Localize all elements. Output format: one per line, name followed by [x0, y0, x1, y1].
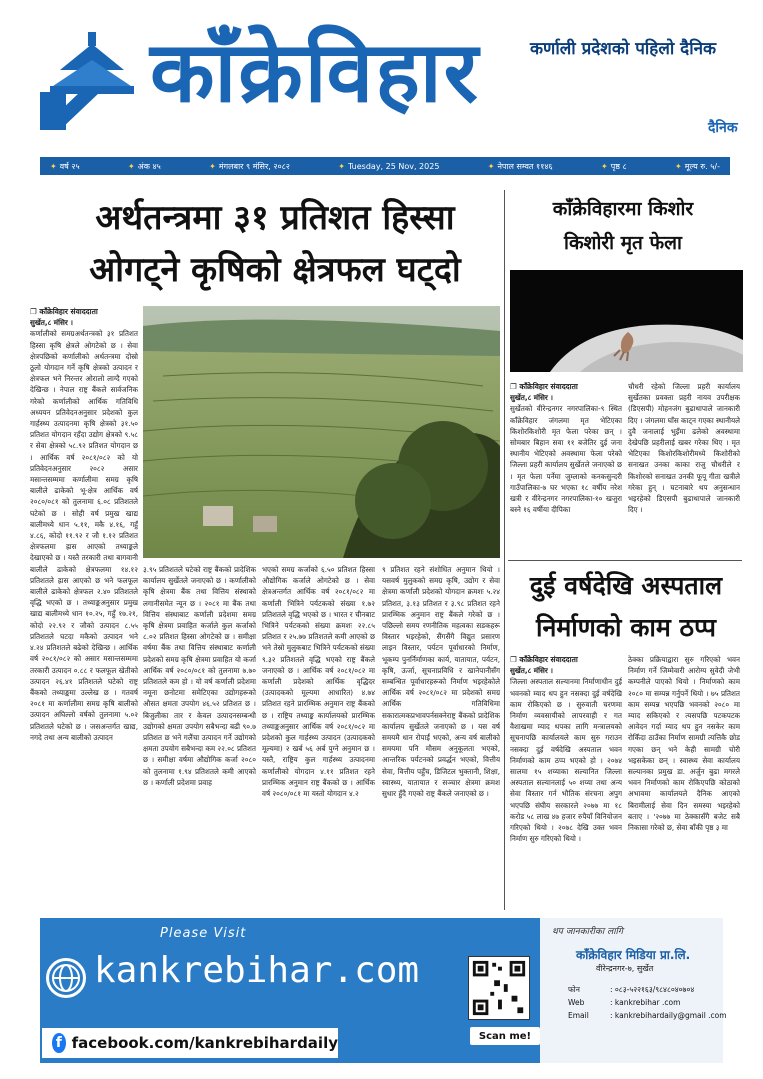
web-value[interactable]: : kankrebihar .com	[610, 998, 681, 1007]
company-address: वीरेन्द्रनगर-७, सुर्खेत	[596, 964, 654, 973]
english-date: ✦ Tuesday, 25 Nov, 2025	[338, 161, 440, 171]
facebook-icon: f	[52, 1033, 66, 1053]
paddy-field-photo	[143, 306, 500, 558]
phone-value[interactable]: : ०८३-५२२१६३/९८४८०४०७०४	[610, 985, 695, 994]
scan-me-label: Scan me!	[470, 1027, 540, 1045]
lead-headline-line-1: अर्थतन्त्रमा ३१ प्रतिशत हिस्सा	[95, 198, 455, 238]
globe-icon	[46, 958, 86, 998]
lead-column-1	[30, 306, 138, 906]
hospital-headline-line-2: निर्माणको काम ठप्प	[536, 613, 716, 642]
lead-text-col-1: कर्णालीको समग्रअर्थतन्त्रको ३१ प्रतिशत हिस्सा कृषि क्षेत्रले ओगटेको छ । सेवा क्षेत्रपछिको कर्णालीको अर्थतन्त्रमा दोस्रो ठूलो योगदान गर्ने कृषि क्षेत्रको उत्पादन र क्षेत्रफल भने निरन्तर ओरालो लाग्दै गएको देखिन्छ । नेपाल राष्ट्र बैंकले सार्वजनिक गरेको कर्णालीको आर्थिक गतिविधि अध्ययन प्रतिवेदनअनुसार प्रदेशको कुल गार्हस्थ्य उत्पादनमा कृषि क्षेत्रको ३१.५० प्रतिशत योगदान रहँदा उद्योग क्षेत्रको ९.५८ र सेवा क्षेत्रको ५८.९२ प्रतिशत योगदान छ । आर्थिक वर्ष २०८१/०८२ को यो प्रतिवेदनअनुसार २०८२ असार मसान्तसम्ममा कर्णालीमा समग्र कृषि बालीले ढाकेको भू-क्षेत्र आर्थिक वर्ष २०८०/०८१ को तुलनामा ६.०८ प्रतिशतले घटेको छ । सोही वर्ष प्रमुख खाद्य बालीमध्ये धान ५.११, मकै ४.१६, गहुँ ४.८६, कोदो ११.९२ र जौ १.१२ प्रतिशत क्षेत्रफलमा ह्रास आएको तथ्याङ्कले देखाएको छ । यस्तै तरकारी तथा बागवानी बालीले ढाकेको क्षेत्रफलमा १४.१२ प्रतिशतले ह्रास आएको छ भने फलफूल बालीले ढाकेको क्षेत्रफल २.४० प्रतिशतले वृद्धि भएको छ । तथ्याङ्कअनुसार प्रमुख खाद्य बालीमध्ये धान १०.२५, गहुँ १७.२१, कोदो २२.९२ र जौको उत्पादन ८.५५ प्रतिशतले घटदा मकैको उत्पादन भने ४.२४ प्रतिशतले बढेको देखिन्छ । आर्थिक वर्ष २०८१/०८२ को असार मसान्तसम्ममा तरकारी उत्पादन ०.८८ र फलफूल खेतीको उत्पादन २६.४१ प्रतिशतले घटेको राष्ट्र बैंकको तथ्याङ्कमा उल्लेख छ । गतवर्ष २०८१ मा कर्णालीमा समग्र कृषि बालीको उत्पादन अघिल्लो वर्षको तुलनामा ५.०२ प्रतिशतले घटेको छ । जसअन्तर्गत खाद्य, नगदे तथा अन्य बालीको उत्पादन	[30, 329, 138, 742]
right-top-dateline: सुर्खेत,८ मंसिर ।	[510, 393, 553, 403]
lead-dateline: सुर्खेत,८ मंसिर ।	[30, 318, 73, 328]
lead-text-col-4: ९ प्रतिशत रहने संशोधित अनुमान थियो । यसवर्ष मुलुकको समग्र कृषि, उद्योग र सेवा क्षेत्रमा कर्णाली प्रदेशको योगदान क्रमशः ५.२४ प्रतिशत, ३.१३ प्रतिशत र ३.९८ प्रतिशत रहने प्रारम्भिक अनुमान राष्ट्र बैंकले गरेको छ । पछिल्लो समय रणनीतिक महत्वका सडकहरू विस्तार भइरहेको, सैंगसैंगै विद्युत प्रसारण लाइन विस्तार, पर्यटन पूर्वाधारको निर्माण, भूकम्प पुनर्निर्माणका कार्य, यातायात, पर्यटन, कृषि, ऊर्जा, सूचनाप्रविधि र खानेपानीसँग सम्बन्धित पूर्वाधारहरूको निर्माण भइरहेकोले आर्थिक वर्ष २०८१/०८२ मा प्रदेशको समग्र आर्थिक गतिविधिमा सकारात्मकप्रभावपर्नसक्नेराष्ट्र बैंकको प्रादेशिक कार्यालय सुर्खेतले जनाएको छ । यस वर्ष समयमै धान रोपाईं भएको, अन्य वर्ष बालीको समयमा पनि मौसम अनुकूलता भएको, आन्तरिक पर्यटनको प्रवर्द्धन भएको, वित्तीय सेवा, वित्तीय पहुँच, डिजिटल भुक्तानी, शिक्षा, स्वास्थ्य, यातायात र सञ्चार क्षेत्रमा क्रमश सुधार हुँदै गएको राष्ट्र बैंकले जनाएको छ ।	[382, 565, 500, 799]
kishor-kishori-headline[interactable]	[508, 192, 738, 260]
lead-column-2	[143, 564, 256, 909]
page-count: ✦ पृष्ठ ८	[601, 161, 627, 171]
right-top-text-col-1: सुर्खेतको वीरेन्द्रनगर नगरपालिका-९ स्थित कांँक्रेविहार जंगलमा मृत भेटिएका किशोरकिशोरी मृत फेला परेका छन् । सोमबार बिहान सवा ११ बजेतिर दुई जना स्थानीय भेटिएको अवस्थामा फेला परेको जिल्ला प्रहरी कार्यालय सुर्खेतले जनाएको छ । मृत फेला पर्नेमा जुम्लाको कनकसुन्दरी गाउँपालिका-७ घर भएका १८ वर्षीय नरेश खत्री र वीरेन्द्रनगर नगरपालिका-१० खजुरा बस्ने १६ वर्षीया दीपिका	[510, 404, 622, 515]
story-divider	[508, 560, 742, 561]
right-bottom-text-col-1: जिल्ला अस्पताल सल्यानमा निर्माणाधीन दुई भवनको म्याद थप हुन नसक्दा दुई वर्षदेखि काम रोकिएको छ । सुरुवाती चरणमा निर्माण व्यवसायीको लापरवाही र गत वैशाखमा म्याद थपका लागि मन्त्रालयको सूचनापछि कार्यालयले काम सुरु गराउन नसक्दा दुई वर्षदेखि अस्पताल भवन निर्माणको काम ठप्प भएको हो । २०७४ सालमा १५ शय्याका सल्यानित जिल्ला अस्पताल सल्यानलाई ५० शय्या तथा अन्य सेवा विस्तार गर्न भौतिक संरचना अपुग भएपछि संघीय सरकारले २०७७ मा १८ करोड ५८ लाख ४७ हजार रुपैयाँ विनियोजन गरिएको थियो । २०७८ देखि उक्त भवन निर्माण सुरु गरिएको थियो ।	[510, 677, 622, 844]
tagline: कर्णाली प्रदेशको पहिलो दैनिक	[530, 39, 717, 59]
facebook-url[interactable]: facebook.com/kankrebihardaily	[71, 1034, 338, 1052]
right-bottom-column-2	[628, 654, 740, 910]
lead-text-col-2: ३.९५ प्रतिशतले घटेको राष्ट्र बैंकको प्रादेशिक कार्यालय सुर्खेतले जनाएको छ । कर्णालीको कृषि क्षेत्रमा बैंक तथा वित्तिय संस्थाको लगानीसमेत न्यून छ । २०८१ मा बैंक तथा वित्तिय संस्थाबाट कर्णाली प्रदेशमा समग्र कृषि क्षेत्रमा प्रवाहित कर्जाले कुल कर्जाको ८.०२ प्रतिशत हिस्सा ओगटेको छ । समीक्षा वर्षमा बैंक तथा वित्तिय संस्थाबाट कर्णाली प्रदेशको समग्र कृषि क्षेत्रमा प्रवाहित यो कर्जा आर्थिक वर्ष २०८०/०८१ को तुलनामा ७.७० प्रतिशतले कम हो । यो वर्ष कर्णाली प्रदेशमा नमूना छनोटमा समेटिएका उद्योगहरूको औसत क्षमता उपयोग ४६.५२ प्रतिशत छ । बिजुलीका तार र केवल उत्पादनसम्बन्धी उद्योगको क्षमता उपयोग सबैभन्दा बढी ९०.७ प्रतिशत छ भने गलैंचा उत्पादन गर्ने उद्योगको क्षमता उपयोग सबैभन्दा कम २२.०८ प्रतिशत छ । समीक्षा वर्षमा औद्योगिक कर्जा २०८० को तुलनामा १.९४ प्रतिशतले कमी आएको छ । कर्णाली प्रदेशमा प्रवाह	[143, 565, 256, 787]
right-headline-line-1: कांँक्रेविहारमा किशोर	[552, 198, 694, 220]
lead-byline: ❐ कांँक्रेविहार संवाददाता	[30, 307, 98, 316]
email-label: Email	[568, 1011, 589, 1020]
star-icon: ✦	[50, 161, 57, 171]
phone-row	[568, 985, 694, 995]
qr-code-icon[interactable]	[468, 956, 530, 1020]
facebook-link[interactable]	[40, 1026, 340, 1060]
issue-number: ✦ अंक ४५	[127, 161, 161, 171]
phone-label: फोन	[568, 985, 580, 994]
nepali-date: ✦ मंगलबार ९ मंसिर, २०८२	[209, 161, 290, 171]
right-top-text-col-2: चौधरी रहेको जिल्ला प्रहरी कार्यालय सुर्खेतका प्रवक्ता प्रहरी नायव उपरीक्षक (डिएसपी) मोहनजंग बुढाथापाले जानकारी दिए । जंगलमा घाँस काट्न गएका स्थानीयले दुवै जनालाई भुइँमा ढलेको अवस्थामा देखेपछि प्रहरीलाई खबर गरेका थिए । मृत भेटिएका किशोरकिशोरीमध्ये किशोरीको सनाखत उनका काका राजु चौधरीले र किशोरको सनाखत उनकी फूपू गीता खत्रीले गरेका हुन् । घटनाबारे थप अनुसन्धान भइरहेको डिएसपी बुढाथापाले जानकारी दिए ।	[628, 382, 740, 515]
right-bottom-text-col-2: ठेक्का प्रक्रियाद्वारा सुरु गरिएको भवन निर्माण गर्ने जिम्मेवारी आरोग्य सुवेदी जेभी कम्पनीले पाएको थियो । निर्माणको काम २०८० मा सम्पन्न गर्नुपर्ने थियो । ७५ प्रतिशत काम सम्पन्न भएपछि भवनको २०८० मा म्याद सकिएको र त्यसपछि पटकपटक आवेदन गर्दा म्याद थप हुन नसकेर काम रोकिँदा ठाउँका निर्माण सामग्री त्यत्तिकै छोड गएका छन् भने केही सामग्री चोरी भइसकेका छन् । स्वास्थ्य सेवा कार्यालय सल्यानका प्रमुख डा. अर्जुन बुढा मगरले भवन निर्माणको काम रोकिएपछि कोठाको अभावमा कार्यालयले दैनिक आएको बिरामीलाई सेवा दिन समस्या भइरहेको बताए । '२०७७ मा ठेक्कासँगै बजेट सबै निकासा गरेको छ, सेवा बाँकी पृष्ठ ३ मा	[628, 655, 740, 833]
company-name: कांँक्रेविहार मिडिया प्रा.लि.	[576, 948, 691, 962]
hospital-headline-line-1: दुई वर्षदेखि अस्पताल	[529, 571, 723, 600]
temple-logo-icon	[40, 30, 160, 135]
web-label: Web	[568, 998, 585, 1007]
daily-label: दैनिक	[708, 120, 738, 136]
right-bottom-dateline: सुर्खेत,८ मंसिर ।	[510, 666, 553, 676]
star-icon: ✦	[601, 161, 608, 171]
newspaper-title[interactable]: कांँक्रेविहार	[150, 23, 480, 121]
lead-headline-line-2: ओगट्ने कृषिको क्षेत्रफल घट्दो	[89, 250, 461, 290]
right-bottom-column-1	[510, 654, 622, 910]
more-info-label: थप जानकारीका लागि	[552, 927, 623, 937]
lead-headline[interactable]	[30, 192, 520, 296]
star-icon: ✦	[338, 161, 345, 171]
star-icon: ✦	[127, 161, 135, 171]
right-headline-line-2: किशोरी मृत फेला	[564, 232, 682, 254]
star-icon: ✦	[487, 161, 495, 171]
right-top-column-1	[510, 381, 622, 561]
column-divider	[504, 190, 505, 910]
star-icon: ✦	[209, 161, 216, 171]
lead-column-3	[262, 564, 375, 909]
price: ✦ मूल्य रु. ५/-	[675, 161, 720, 171]
please-visit-label: Please Visit	[160, 926, 247, 941]
web-row	[568, 998, 680, 1007]
body-under-sheet-photo	[510, 270, 743, 372]
star-icon: ✦	[675, 161, 682, 171]
lead-column-4	[382, 564, 500, 909]
lead-text-col-3: भएको समग्र कर्जाको ६.५० प्रतिशत हिस्सा औद्योगिक कर्जाले ओगटेको छ । सेवा क्षेत्रअन्तर्गत आर्थिक वर्ष २०८१/०८२ मा कर्णाली भित्रिने पर्यटकको संख्या १.७२ प्रतिशतले वृद्धि भएको छ । भारत र चीनबाट भित्रिने पर्यटकको संख्या क्रमशः २२.८५ प्रतिशत र २५.७७ प्रतिशतले कमी आएको छ भने तेस्रो मुलुकबाट भित्रिने पर्यटकको संख्या ९.३२ प्रतिशतले वृद्धि भएको राष्ट्र बैंकले जनाएको छ । आर्थिक वर्ष २०८१/०८२ मा कर्णाली प्रदेशको आर्थिक वृद्धिदर (उत्पादकको मूल्यमा आधारित) ४.७४ प्रतिशत रहने प्रारम्भिक अनुमान राष्ट्र बैंकको छ । राष्ट्रिय तथ्याङ्क कार्यालयको प्रारम्भिक तथ्याङ्कअनुसार आर्थिक वर्ष २०८१/०८२ मा प्रदेशको कुल गार्हस्थ्य उत्पादन (उत्पादकको मूल्यमा) २ खर्ब ५६ अर्ब पुग्ने अनुमान छ । यस्तै, राष्ट्रिय कुल गार्हस्थ्य उत्पादनमा कर्णालीको योगदान ४.११ प्रतिशत रहने प्रारम्भिक अनुमान राष्ट्र बैंकको छ । आर्थिक वर्ष २०८०/०८१ मा यस्तो योगदान ४.२	[262, 565, 375, 799]
right-top-column-2	[628, 381, 740, 561]
right-bottom-byline: ❐ कांँक्रेविहार संवाददाता	[510, 655, 578, 664]
nepal-sambat: ✦ नेपाल सम्वत ११४६	[487, 161, 553, 171]
email-value[interactable]: : kankrebihardaily@gmail .com	[610, 1011, 727, 1020]
issue-info-bar	[40, 157, 730, 175]
right-top-byline: ❐ कांँक्रेविहार संवाददाता	[510, 382, 578, 391]
volume-info: ✦ वर्ष २५	[50, 161, 80, 171]
website-url-link[interactable]: kankrebihar.com	[94, 950, 420, 991]
hospital-headline[interactable]	[510, 565, 742, 649]
email-row	[568, 1011, 727, 1020]
globe-icon-graphic	[49, 961, 83, 995]
